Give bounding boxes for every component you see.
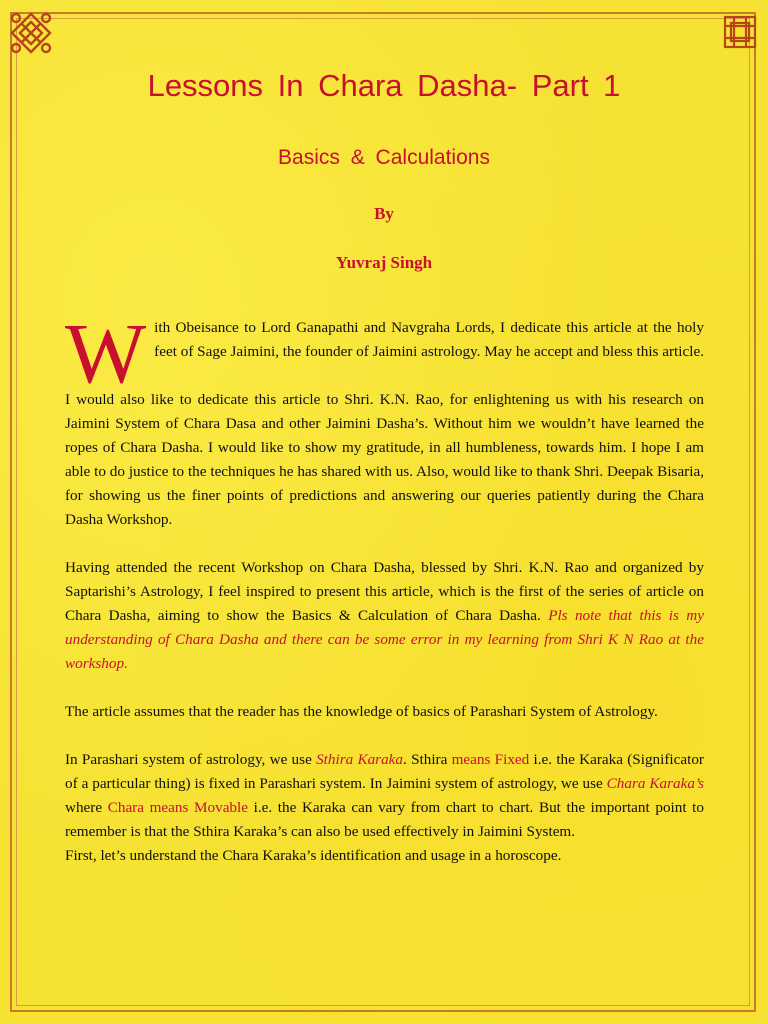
text-segment: i.e. the Karaka (Significator of a particular thing) is fixed in Parashari system. In Jaimini system of astrology, we use (65, 751, 704, 792)
drop-cap: W (65, 305, 147, 401)
paragraph-dedication-text: ith Obeisance to Lord Ganapathi and Navgraha Lords, I dedicate this article at the holy feet of Sage Jaimini, the founder of Jaimini astrology. May he accept and bless this article. (154, 319, 704, 360)
author-name: Yuvraj Singh (335, 253, 433, 272)
endless-knot-icon (8, 10, 54, 56)
byline-label: By (374, 204, 394, 223)
paragraph-workshop-text: Having attended the recent Workshop on Chara Dasha, blessed by Shri. K.N. Rao and organized by Saptarishi’s Astrology, I feel inspired to present this article, which is the first of the series of article on Chara Dasha, aiming to show the Basics & Calculation of Chara Dasha. (65, 559, 704, 624)
text-segment: i.e. the Karaka can vary from chart to chart. But the important point to remember is that the Sthira Karaka’s can also be used effectively in Jaimini System. (65, 799, 704, 840)
text-segment: where (65, 799, 108, 816)
paragraph-karaka (65, 748, 704, 844)
paragraph-acknowledgement: I would also like to dedicate this article to Shri. K.N. Rao, for enlightening us with his research on Jaimini System of Chara Dasa and other Jaimini Dasha’s. Without him we wouldn’t have learned the ropes of Chara Dasha. I would like to show my gratitude, in all humbleness, towards him. I hope I am able to do justice to the techniques he has shared with us. Also, would like to thank Shri. Deepak Bisaria, for showing us the finer points of predictions and answering our queries patiently during the Chara Dasha Workshop. (65, 391, 704, 528)
paragraph-workshop (65, 556, 704, 676)
term-chara-movable: Chara means Movable (107, 799, 248, 816)
paragraph-assumption: The article assumes that the reader has the knowledge of basics of Parashari System of Astrology. (65, 703, 658, 720)
page-subtitle: Basics & Calculations (278, 146, 490, 169)
page-title: Lessons In Chara Dasha- Part 1 (147, 68, 621, 103)
text-segment: . Sthira (403, 751, 452, 768)
text-segment: In Parashari system of astrology, we use (65, 751, 317, 768)
term-chara-karakas: Chara Karaka’s (606, 775, 704, 792)
article-body (65, 305, 704, 868)
term-means-fixed: means Fixed (451, 751, 530, 768)
square-knot-icon (722, 14, 758, 50)
paragraph-first-step: First, let’s understand the Chara Karaka’s identification and usage in a horoscope. (65, 847, 562, 864)
paragraph-dedication (65, 305, 704, 401)
disclaimer-note: Pls note that this is my understanding of Chara Dasha and there can be some error in my learning from Shri K N Rao at the workshop. (65, 607, 704, 672)
term-sthira-karaka: Sthira Karaka (316, 751, 404, 768)
